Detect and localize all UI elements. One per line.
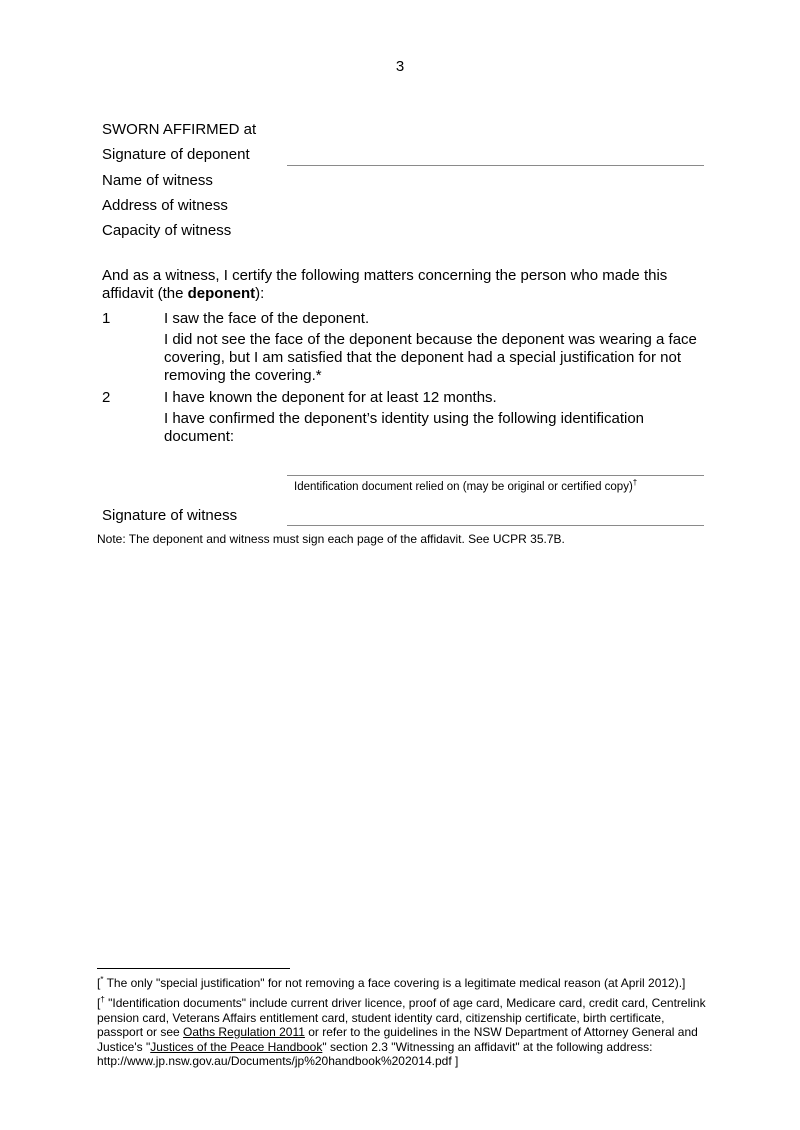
footnote-face-covering: [* The only "special justification" for not removing a face covering is a legitimate medical reason (at April 2012).] <box>97 975 686 990</box>
address-of-witness-label: Address of witness <box>102 197 228 214</box>
capacity-of-witness-label: Capacity of witness <box>102 222 232 239</box>
sworn-affirmed-label: SWORN AFFIRMED at <box>102 121 257 138</box>
id-document-line[interactable] <box>287 475 704 476</box>
deponent-term: deponent <box>187 285 256 302</box>
id-document-caption: Identification document relied on (may be original or certified copy)† <box>294 478 638 493</box>
signature-witness-label: Signature of witness <box>102 507 238 524</box>
oaths-regulation-link[interactable]: Oaths Regulation 2011 <box>183 1025 305 1039</box>
item-text: I saw the face of the deponent. <box>164 310 370 327</box>
signing-note: Note: The deponent and witness must sign each page of the affidavit. See UCPR 35.7B. <box>97 532 565 546</box>
item-number: 1 <box>102 310 111 327</box>
footnote-separator <box>97 968 290 969</box>
dagger-mark: † <box>632 478 638 488</box>
signature-deponent-label: Signature of deponent <box>102 146 250 163</box>
footnote-identification-documents: [† "Identification documents" include current driver licence, proof of age card, Medicare card, credit card, Centrelink pension card, Veterans Affairs entitlement card, student identity card, citizenship certificate, birth certificate, passport or see Oaths Regulation 2011 or refer to the guidelines in the NSW Department of Attorney General and Justice's "Justices of the Peace Handbook" section 2.3 "Witnessing an affidavit" at the following address: http://www.jp.nsw.gov.au/Documents/jp%20handbook%202014.pdf ] <box>97 995 706 1068</box>
item-text: I have known the deponent for at least 12 months. <box>164 389 497 406</box>
page-number: 3 <box>395 58 405 75</box>
name-of-witness-label: Name of witness <box>102 172 213 189</box>
certify-intro: And as a witness, I certify the following matters concerning the person who made this affidavit (the deponent): <box>102 267 668 302</box>
item-text: I have confirmed the deponent’s identity using the following identification document: <box>164 410 645 445</box>
asterisk-mark: * <box>100 975 104 984</box>
deponent-signature-line[interactable] <box>287 165 704 166</box>
jp-handbook-link[interactable]: Justices of the Peace Handbook <box>150 1039 323 1054</box>
item-number: 2 <box>102 389 111 406</box>
item-text: I did not see the face of the deponent because the deponent was wearing a face covering, but I am satisfied that the deponent had a special justification for not removing the covering.* <box>164 331 697 384</box>
witness-signature-line[interactable] <box>287 525 704 526</box>
dagger-mark: † <box>100 995 105 1004</box>
